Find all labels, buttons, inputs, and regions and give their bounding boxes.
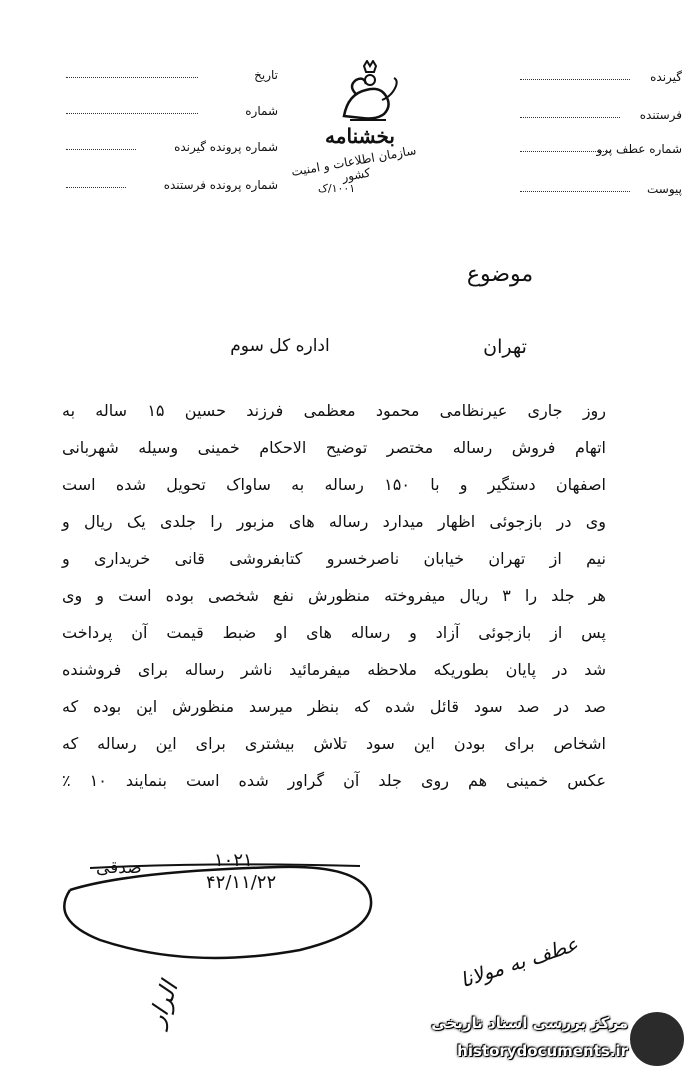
attachment-field — [560, 182, 682, 196]
number-label: شماره — [245, 104, 278, 118]
sender-file-number-field — [66, 178, 278, 192]
body-line: صد در صد سود قائل شده که بنظر میرسد منظورش این بوده که — [62, 697, 606, 716]
addressee-department: اداره کل سوم — [230, 336, 330, 356]
sender-file-number-dotted-line — [66, 187, 126, 188]
body-line: پس از بازجوئی آزاد و رساله های او ضبط قیمت آن پرداخت — [62, 623, 606, 642]
body-line: نیم از تهران خیابان ناصرخسرو کتابفروشی قانی خریداری و — [62, 549, 606, 568]
date-label: تاریخ — [254, 68, 278, 82]
sender-label: فرستنده — [639, 108, 682, 122]
sender-file-number-label: شماره پرونده فرستنده — [163, 178, 278, 192]
attachment-label: پیوست — [647, 182, 682, 196]
body-line: اتهام فروش رساله مختصر توضیح الاحکام خمینی وسیله شهربانی — [62, 438, 606, 457]
reference-number-field — [560, 142, 682, 156]
watermark-persian-text: مرکز بررسی اسناد تاریخی — [431, 1014, 628, 1032]
attachment-dotted-line — [520, 191, 630, 192]
recipient-field — [560, 70, 682, 84]
subject-label: موضوع — [466, 262, 534, 287]
recipient-label: گیرنده — [650, 70, 682, 84]
letterhead-number: ۱۰۰۱/ک — [318, 182, 356, 195]
body-line: اصفهان دستگیر و با ۱۵۰ رساله به ساواک تحویل شده است — [62, 475, 607, 494]
signature-date: ۴۲/۱۱/۲۲ — [206, 872, 277, 893]
body-line: اشخاص برای بودن این سود تلاش بیشتری برای این رساله که — [62, 734, 606, 753]
date-dotted-line — [66, 77, 198, 78]
letterhead-organization: سازمان اطلاعات و امنیت کشور — [290, 143, 418, 185]
number-dotted-line — [66, 113, 198, 114]
handwritten-margin-note: الرار — [141, 977, 184, 1031]
addressee-city: تهران — [483, 336, 527, 358]
number-field — [66, 104, 278, 118]
signature-name: صدقی — [96, 858, 142, 878]
recipient-dotted-line — [520, 79, 630, 80]
receiver-file-number-dotted-line — [66, 149, 136, 150]
watermark-url: historydocuments.ir — [457, 1042, 628, 1060]
archive-logo-icon — [628, 1010, 686, 1068]
date-field — [66, 68, 278, 82]
body-line: وی در بازجوئی اظهار میدارد رساله های مزبور را جلدی یک ریال و — [62, 512, 606, 531]
body-line: هر جلد را ۳ ریال میفروخته منظورش نفع شخصی بوده است و وی — [62, 586, 606, 605]
watermark — [418, 1006, 686, 1072]
body-line: شد در پایان بطوریکه ملاحظه میفرمائید ناشر رساله برای فروشنده — [62, 660, 606, 679]
body-line: روز جاری عیرنظامی محمود معظمی فرزند حسین ۱۵ ساله به — [62, 401, 607, 420]
letterhead-title: بخشنامه — [325, 124, 395, 148]
reference-number-dotted-line — [520, 151, 610, 152]
body-line: عکس خمینی هم روی جلد آن گراور شده است بنمایند ۱۰ ٪ — [62, 771, 606, 790]
signature-reference-number: ۱۰۲۱ — [214, 850, 253, 871]
reference-number-label: شماره عطف پرو — [596, 142, 682, 156]
receiver-file-number-field — [66, 140, 278, 154]
handwritten-note: عطف به مولانا — [457, 931, 581, 993]
receiver-file-number-label: شماره پرونده گیرنده — [174, 140, 278, 154]
sender-field — [560, 108, 682, 122]
letter-body — [62, 392, 606, 799]
lion-and-sun-emblem-icon — [330, 60, 410, 124]
sender-dotted-line — [520, 117, 620, 118]
